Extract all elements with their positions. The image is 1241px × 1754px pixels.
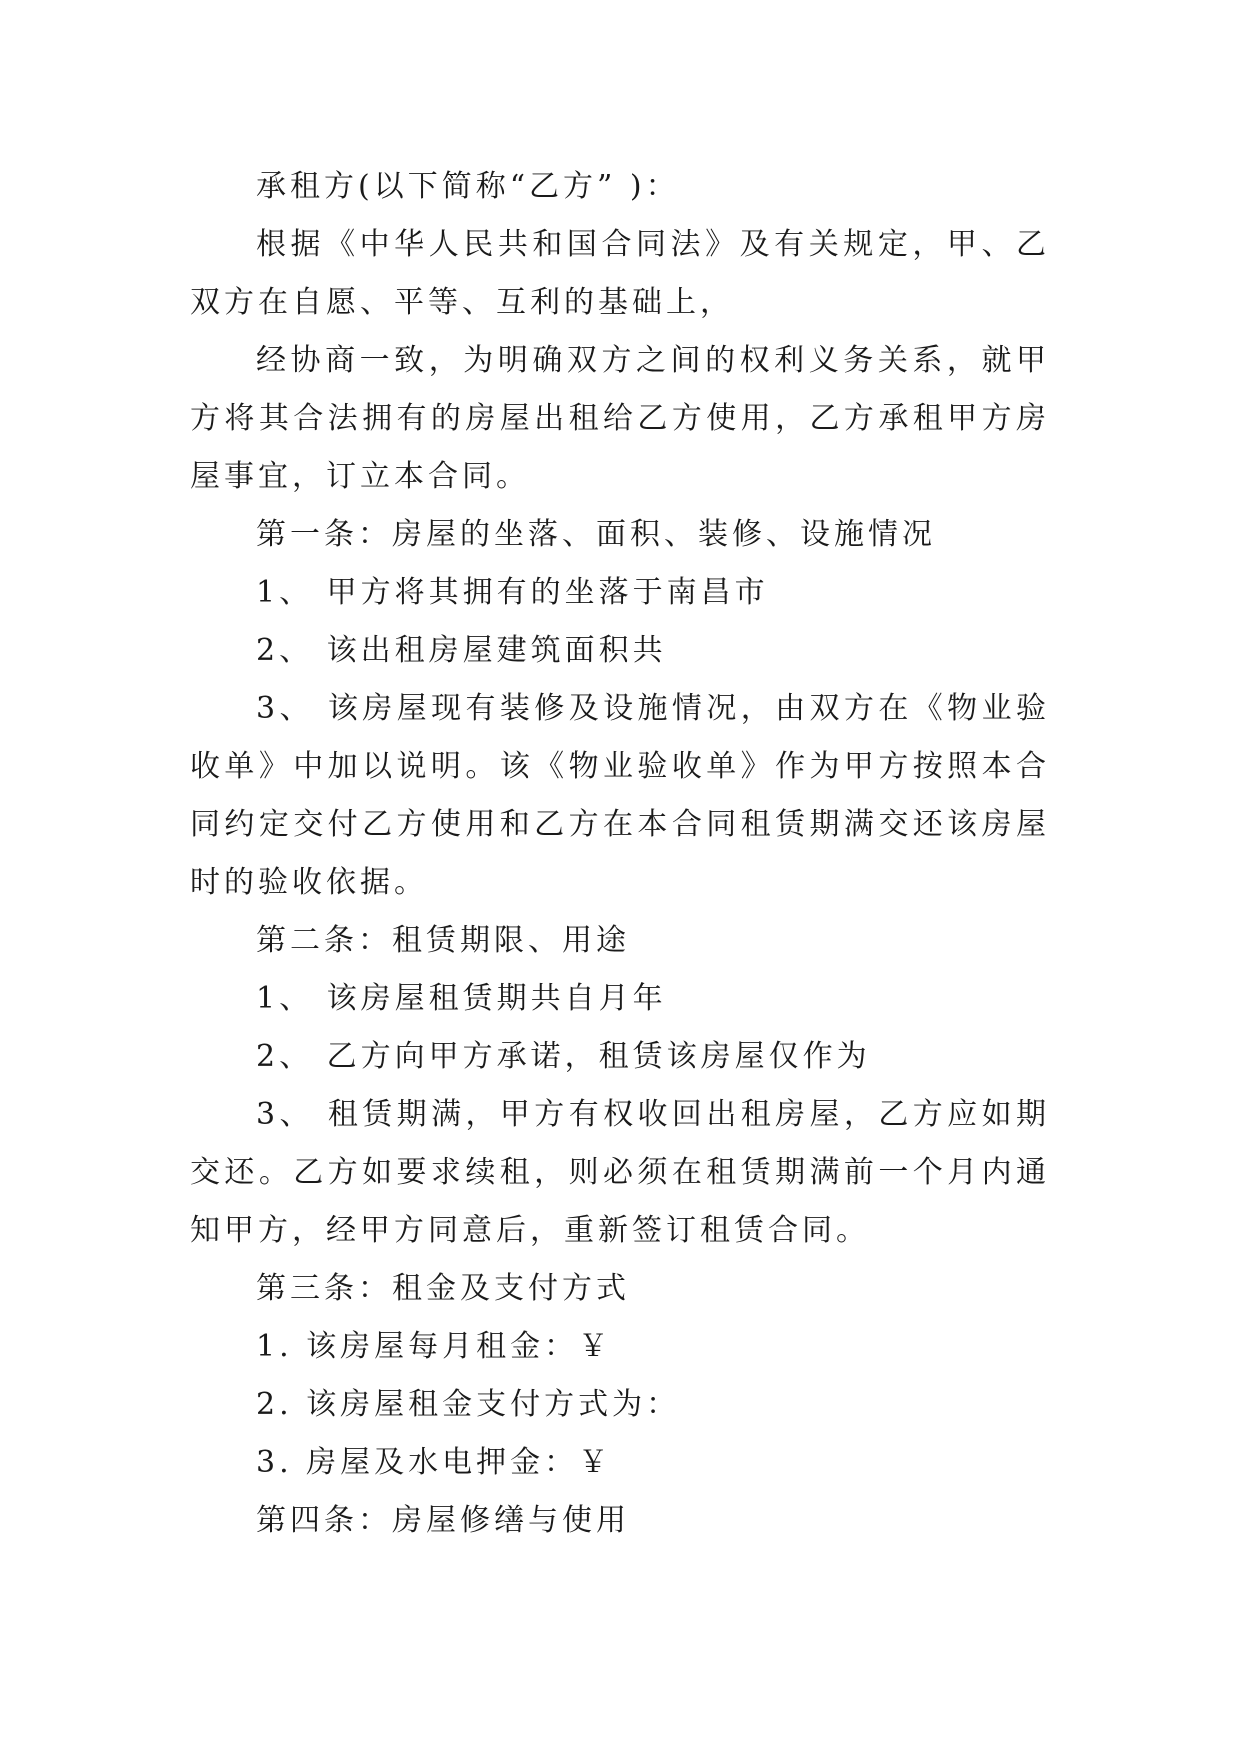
paragraph-agreement: 经协商一致，为明确双方之间的权利义务关系，就甲方将其合法拥有的房屋出租给乙方使用，乙方承租甲方房屋事宜，订立本合同。 (190, 343, 1050, 494)
article-3-item-3: 3. 房屋及水电押金：￥ (256, 1445, 613, 1480)
document-body (190, 158, 1050, 1550)
article-2-heading: 第二条：租赁期限、用途 (256, 923, 630, 958)
article-4-heading: 第四条：房屋修缮与使用 (256, 1503, 630, 1538)
article-1-item-2: 2、 该出租房屋建筑面积共 (256, 633, 667, 668)
article-3-heading: 第三条：租金及支付方式 (256, 1271, 630, 1306)
paragraph-tenant: 承租方(以下简称“乙方” )： (256, 169, 680, 204)
article-1-item-1: 1、 甲方将其拥有的坐落于南昌市 (256, 575, 769, 610)
article-1-heading: 第一条：房屋的坐落、面积、装修、设施情况 (256, 517, 936, 552)
article-2-item-2: 2、 乙方向甲方承诺，租赁该房屋仅作为 (256, 1039, 871, 1074)
article-3-item-2: 2. 该房屋租金支付方式为： (256, 1387, 681, 1422)
article-2-item-3: 3、 租赁期满，甲方有权收回出租房屋，乙方应如期交还。乙方如要求续租，则必须在租赁期满前一个月内通知甲方，经甲方同意后，重新签订租赁合同。 (190, 1097, 1050, 1248)
article-1-item-3: 3、 该房屋现有装修及设施情况，由双方在《物业验收单》中加以说明。该《物业验收单》作为甲方按照本合同约定交付乙方使用和乙方在本合同租赁期满交还该房屋时的验收依据。 (190, 691, 1050, 900)
paragraph-legal-basis: 根据《中华人民共和国合同法》及有关规定，甲、乙双方在自愿、平等、互利的基础上， (190, 227, 1050, 320)
article-2-item-1: 1、 该房屋租赁期共自月年 (256, 981, 667, 1016)
article-3-item-1: 1. 该房屋每月租金：￥ (256, 1329, 613, 1364)
